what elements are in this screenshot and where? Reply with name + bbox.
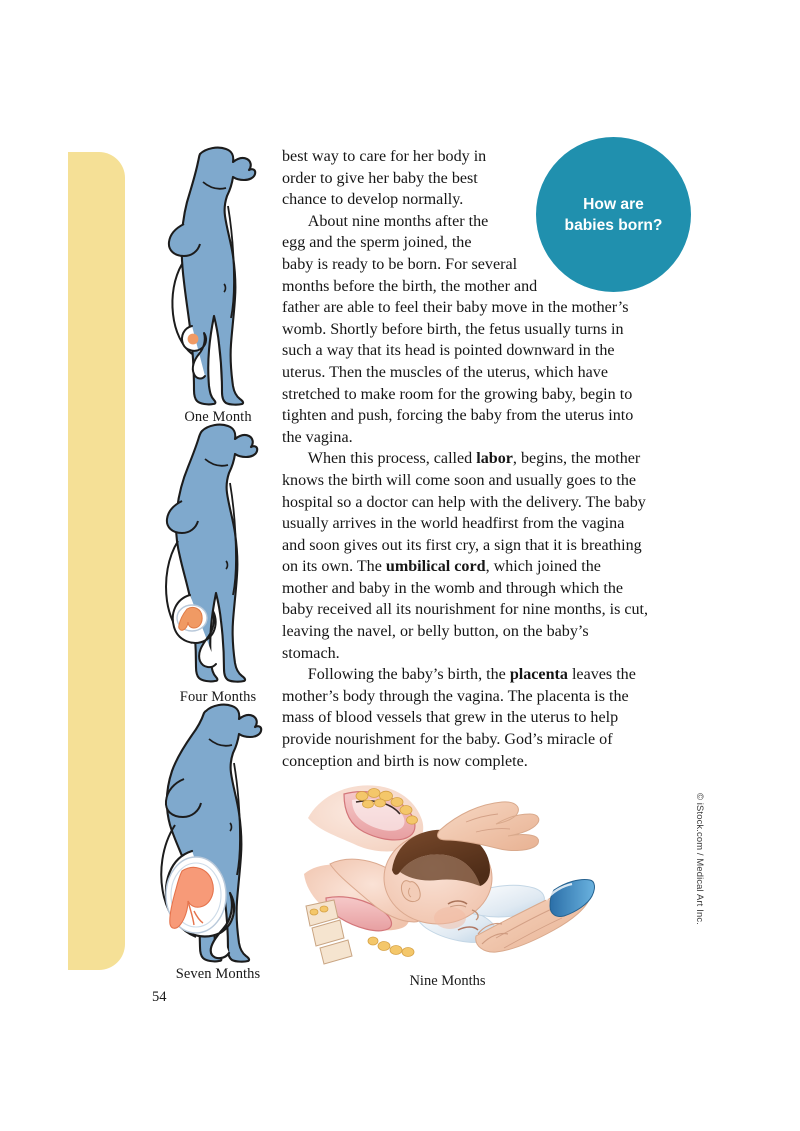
term-umbilical-cord: umbilical cord (385, 558, 486, 576)
pregnant-woman-profile-seven-months-icon (148, 703, 288, 965)
p3-text-d: , which joined the mother and baby in the womb and through which the baby received all its nourishment for nine months, is cut, leaving the navel, or belly button, on the baby’s stomach. (282, 558, 649, 662)
p3-text-c: , begins, the mother knows the birth will come soon and usually goes to the hospital so a doctor can help with the delivery. The baby usually arrives in the world headfirst from the vagina and soon gives out its first cry, a sign that it is breathing on its own. The (282, 450, 646, 576)
term-labor: labor (476, 450, 513, 468)
callout-line-1: How are (583, 195, 644, 213)
p4-text-c: leaves the mother’s body through the vagina. The placenta is the mass of blood vessels that grew in the uterus to help provide nourishment for the baby. God’s miracle of conception and birth is now complete. (282, 666, 636, 770)
figure-one-month (148, 146, 288, 426)
pregnant-woman-profile-one-month-icon (148, 146, 288, 408)
p3-text-a: When this process, called (307, 450, 477, 468)
pregnant-woman-profile-four-months-icon (148, 423, 288, 688)
figure-caption-nine-months: Nine Months (409, 973, 486, 989)
figure-caption-seven-months: Seven Months (175, 966, 261, 982)
figure-four-months (148, 423, 288, 706)
figure-caption-four-months: Four Months (179, 689, 257, 705)
p4-text-a: Following the baby’s birth, the (307, 666, 510, 684)
photo-credit: © iStock.com / Medical Art Inc. (695, 793, 706, 925)
term-placenta: placenta (509, 666, 568, 684)
callout-line-2: babies born? (564, 216, 663, 234)
paragraph-2: About nine months after the egg and the sperm joined, the baby is ready to be born. For several months before the birth, the mother and father are able to feel their baby move in the mother’s womb. Shortly before birth, the fetus usually turns in such a way that its head is pointed downward in the uterus. Then the muscles of the uterus, which have stretched to make room for the growing baby, begin to tighten and push, forcing the baby from the uterus into the vagina. (282, 212, 634, 446)
figure-nine-months (300, 778, 595, 973)
page-number: 54 (152, 989, 167, 1005)
paragraph-4 (282, 664, 650, 772)
paragraph-3 (282, 448, 650, 664)
figure-seven-months (148, 703, 288, 983)
article-body (282, 146, 650, 772)
figure-caption-one-month: One Month (184, 409, 252, 425)
decorative-yellow-sidebar (68, 152, 125, 970)
childbirth-delivery-illustration-icon (300, 778, 595, 968)
paragraph-1: best way to care for her body in order to give her baby the best chance to develop normally. (282, 148, 487, 209)
